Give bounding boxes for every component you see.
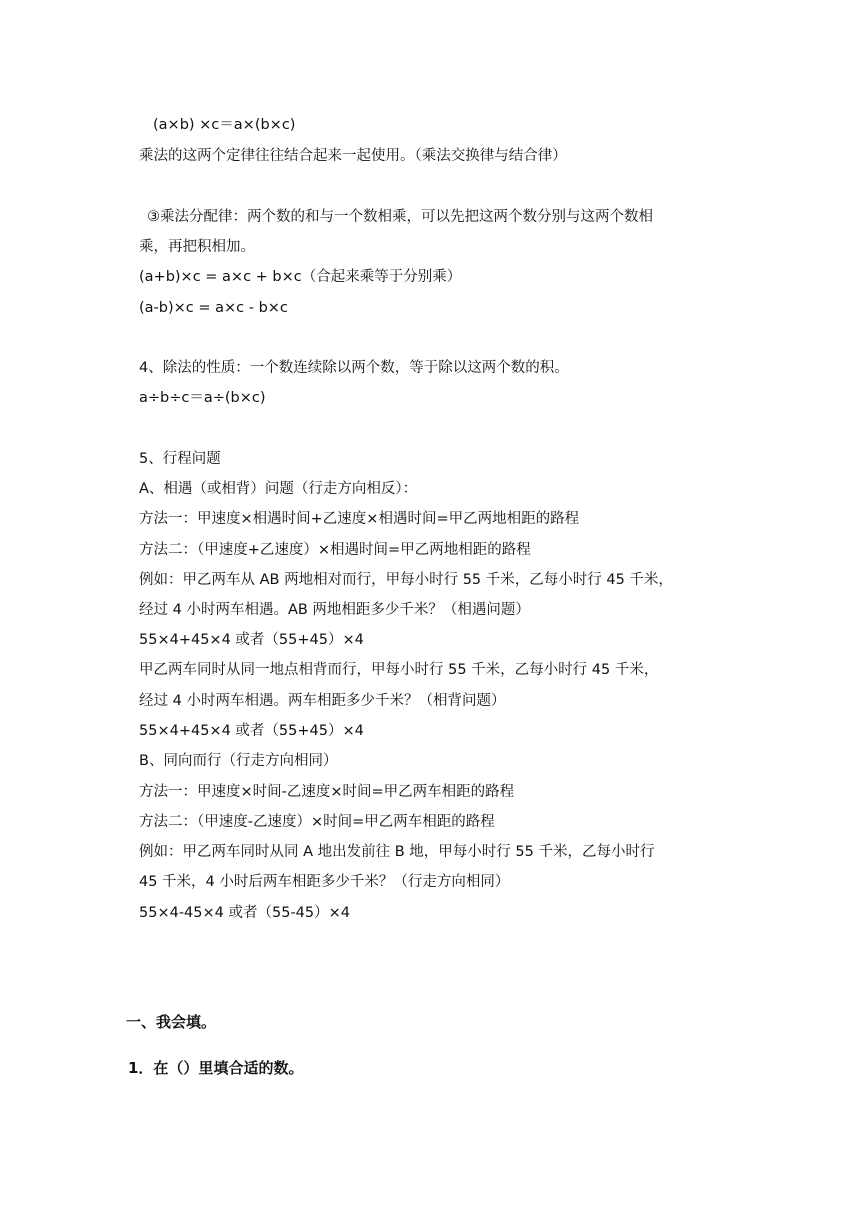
line-division-property: 4、除法的性质：一个数连续除以两个数，等于除以这两个数的积。 [139,360,569,376]
line-travel-problems-title: 5、行程问题 [139,451,221,467]
line-meeting-method-1: 方法一：甲速度×相遇时间+乙速度×相遇时间=甲乙两地相距的路程 [139,511,580,527]
line-meeting-example-cont: 经过 4 小时两车相遇。AB 两地相距多少千米？（相遇问题） [139,602,530,618]
line-same-direction-example: 例如：甲乙两车同时从同 A 地出发前往 B 地，甲每小时行 55 千米，乙每小时行 [139,844,655,860]
line-opposite-example: 甲乙两车同时从同一地点相背而行，甲每小时行 55 千米，乙每小时行 45 千米， [139,662,659,678]
line-distributive-formula-plus: (a+b)×c = a×c + b×c（合起来乘等于分别乘） [139,269,462,285]
line-distributive-formula-minus: (a-b)×c = a×c - b×c [139,300,288,316]
line-same-direction-example-cont: 45 千米，4 小时后两车相距多少千米？（行走方向相同） [139,874,510,890]
line-meeting-solution: 55×4+45×4 或者（55+45）×4 [139,632,364,648]
line-same-direction-solution: 55×4-45×4 或者（55-45）×4 [139,905,351,921]
section-heading-fill-in: 一、我会填。 [126,1013,217,1031]
line-same-direction-title: B、同向而行（行走方向相同） [139,753,338,769]
line-combined-usage: 乘法的这两个定律往往结合起来一起使用。（乘法交换律与结合律） [139,148,567,164]
question-1: 1．在（）里填合适的数。 [128,1059,304,1077]
line-same-direction-method-1: 方法一：甲速度×时间-乙速度×时间=甲乙两车相距的路程 [139,784,515,800]
line-distributive-law: ③乘法分配律：两个数的和与一个数相乘，可以先把这两个数分别与这两个数相 [147,209,653,225]
line-associative-formula: (a×b) ×c＝a×(b×c) [153,117,296,133]
line-meeting-method-2: 方法二：（甲速度+乙速度）×相遇时间=甲乙两地相距的路程 [139,542,531,558]
line-distributive-law-cont: 乘，再把积相加。 [139,239,255,255]
line-meeting-problems: A、相遇（或相背）问题（行走方向相反）： [139,481,418,497]
line-opposite-example-cont: 经过 4 小时两车相遇。两车相距多少千米？（相背问题） [139,693,506,709]
line-division-formula: a÷b÷c＝a÷(b×c) [139,390,266,406]
line-opposite-solution: 55×4+45×4 或者（55+45）×4 [139,723,364,739]
line-meeting-example: 例如：甲乙两车从 AB 两地相对而行，甲每小时行 55 千米，乙每小时行 45 千米， [139,572,673,588]
line-same-direction-method-2: 方法二：（甲速度-乙速度）×时间=甲乙两车相距的路程 [139,814,495,830]
